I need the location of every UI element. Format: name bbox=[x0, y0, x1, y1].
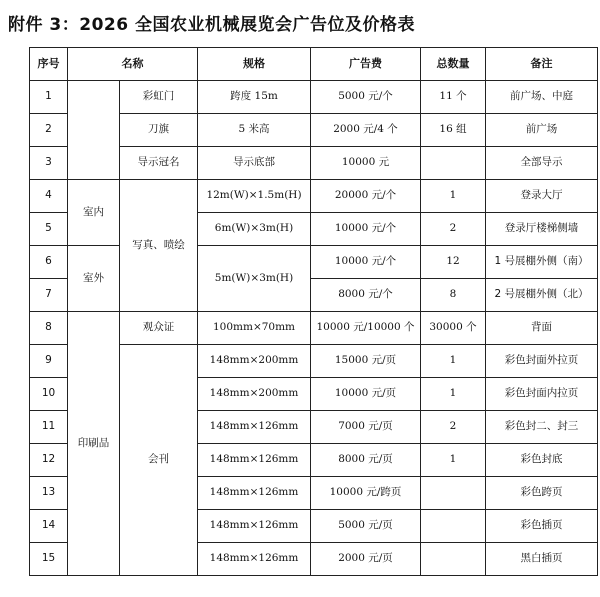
cell-note: 彩色封面外拉页 bbox=[486, 345, 598, 378]
cell-seq: 2 bbox=[30, 114, 68, 147]
cell-fee: 10000 元/个 bbox=[311, 246, 421, 279]
cell-spec: 跨度 15m bbox=[198, 81, 311, 114]
cell-total: 12 bbox=[421, 246, 486, 279]
cell-spec: 5 米高 bbox=[198, 114, 311, 147]
cell-total bbox=[421, 147, 486, 180]
cell-spec: 5m(W)×3m(H) bbox=[198, 246, 311, 312]
cell-fee: 7000 元/页 bbox=[311, 411, 421, 444]
cell-group-blank bbox=[68, 81, 120, 180]
cell-total bbox=[421, 543, 486, 576]
header-seq: 序号 bbox=[30, 48, 68, 81]
cell-seq: 9 bbox=[30, 345, 68, 378]
cell-note: 黑白插页 bbox=[486, 543, 598, 576]
cell-total: 8 bbox=[421, 279, 486, 312]
table-row bbox=[30, 180, 598, 213]
cell-total: 30000 个 bbox=[421, 312, 486, 345]
cell-note: 前广场、中庭 bbox=[486, 81, 598, 114]
cell-note: 登录厅楼梯侧墙 bbox=[486, 213, 598, 246]
cell-spec: 148mm×126mm bbox=[198, 477, 311, 510]
cell-total: 1 bbox=[421, 180, 486, 213]
cell-fee: 8000 元/页 bbox=[311, 444, 421, 477]
cell-item-journal: 会刊 bbox=[120, 345, 198, 576]
cell-spec: 148mm×200mm bbox=[198, 345, 311, 378]
cell-total: 11 个 bbox=[421, 81, 486, 114]
cell-seq: 10 bbox=[30, 378, 68, 411]
cell-total: 16 组 bbox=[421, 114, 486, 147]
cell-seq: 12 bbox=[30, 444, 68, 477]
cell-group-print: 印刷品 bbox=[68, 312, 120, 576]
cell-fee: 15000 元/页 bbox=[311, 345, 421, 378]
cell-fee: 10000 元/跨页 bbox=[311, 477, 421, 510]
cell-note: 彩色跨页 bbox=[486, 477, 598, 510]
cell-fee: 10000 元 bbox=[311, 147, 421, 180]
cell-item: 导示冠名 bbox=[120, 147, 198, 180]
cell-seq: 5 bbox=[30, 213, 68, 246]
cell-total: 2 bbox=[421, 213, 486, 246]
header-spec: 规格 bbox=[198, 48, 311, 81]
cell-seq: 11 bbox=[30, 411, 68, 444]
cell-group-indoor: 室内 bbox=[68, 180, 120, 246]
cell-seq: 3 bbox=[30, 147, 68, 180]
cell-spec: 148mm×126mm bbox=[198, 411, 311, 444]
header-note: 备注 bbox=[486, 48, 598, 81]
cell-group-outdoor: 室外 bbox=[68, 246, 120, 312]
cell-spec: 12m(W)×1.5m(H) bbox=[198, 180, 311, 213]
cell-note: 前广场 bbox=[486, 114, 598, 147]
table-row bbox=[30, 312, 598, 345]
cell-spec: 148mm×126mm bbox=[198, 510, 311, 543]
table-row bbox=[30, 246, 598, 279]
cell-spec: 148mm×126mm bbox=[198, 444, 311, 477]
cell-note: 背面 bbox=[486, 312, 598, 345]
cell-seq: 1 bbox=[30, 81, 68, 114]
cell-note: 1 号展棚外侧（南） bbox=[486, 246, 598, 279]
cell-fee: 5000 元/页 bbox=[311, 510, 421, 543]
cell-note: 彩色封底 bbox=[486, 444, 598, 477]
cell-fee: 2000 元/4 个 bbox=[311, 114, 421, 147]
price-table bbox=[29, 47, 598, 576]
cell-fee: 10000 元/页 bbox=[311, 378, 421, 411]
cell-fee: 8000 元/个 bbox=[311, 279, 421, 312]
cell-spec: 100mm×70mm bbox=[198, 312, 311, 345]
cell-seq: 4 bbox=[30, 180, 68, 213]
cell-item: 刀旗 bbox=[120, 114, 198, 147]
cell-fee: 20000 元/个 bbox=[311, 180, 421, 213]
cell-item-banner: 写真、喷绘 bbox=[120, 180, 198, 312]
table-row bbox=[30, 81, 598, 114]
cell-seq: 13 bbox=[30, 477, 68, 510]
cell-total bbox=[421, 477, 486, 510]
cell-total: 2 bbox=[421, 411, 486, 444]
cell-note: 登录大厅 bbox=[486, 180, 598, 213]
cell-fee: 10000 元/个 bbox=[311, 213, 421, 246]
cell-spec: 148mm×126mm bbox=[198, 543, 311, 576]
cell-seq: 8 bbox=[30, 312, 68, 345]
cell-seq: 7 bbox=[30, 279, 68, 312]
cell-item: 观众证 bbox=[120, 312, 198, 345]
cell-total: 1 bbox=[421, 378, 486, 411]
cell-seq: 6 bbox=[30, 246, 68, 279]
cell-total bbox=[421, 510, 486, 543]
cell-total: 1 bbox=[421, 444, 486, 477]
table-header-row bbox=[30, 48, 598, 81]
cell-seq: 15 bbox=[30, 543, 68, 576]
cell-seq: 14 bbox=[30, 510, 68, 543]
header-name: 名称 bbox=[68, 48, 198, 81]
cell-fee: 2000 元/页 bbox=[311, 543, 421, 576]
cell-note: 彩色封二、封三 bbox=[486, 411, 598, 444]
cell-note: 彩色插页 bbox=[486, 510, 598, 543]
page-title: 附件 3：2026 全国农业机械展览会广告位及价格表 bbox=[8, 15, 415, 35]
cell-spec: 导示底部 bbox=[198, 147, 311, 180]
cell-fee: 5000 元/个 bbox=[311, 81, 421, 114]
cell-note: 2 号展棚外侧（北） bbox=[486, 279, 598, 312]
cell-note: 全部导示 bbox=[486, 147, 598, 180]
cell-spec: 6m(W)×3m(H) bbox=[198, 213, 311, 246]
header-fee: 广告费 bbox=[311, 48, 421, 81]
cell-spec: 148mm×200mm bbox=[198, 378, 311, 411]
cell-note: 彩色封面内拉页 bbox=[486, 378, 598, 411]
cell-item: 彩虹门 bbox=[120, 81, 198, 114]
cell-total: 1 bbox=[421, 345, 486, 378]
header-total: 总数量 bbox=[421, 48, 486, 81]
cell-fee: 10000 元/10000 个 bbox=[311, 312, 421, 345]
